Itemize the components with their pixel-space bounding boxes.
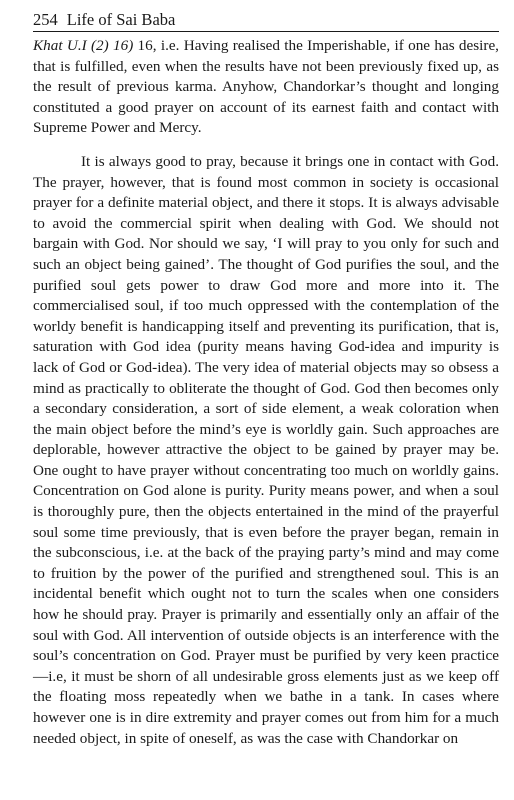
running-header (33, 10, 499, 32)
page-number: 254 (33, 10, 58, 29)
book-page (33, 10, 499, 749)
paragraph-1 (33, 36, 499, 139)
paragraph-2: It is always good to pray, because it brings one in contact with God. The prayer, however, that is found most common in society is occasional prayer for a definite material object, and there it stops. It is always advisable to avoid the commercial spirit when dealing with God. We should not bargain with God. Nor should we say, ‘I will pray to you only for such and such an object being gained’. The thought of God purifies the soul, and the purified soul gets power to draw God more and more into it. The commercialised soul, if too much oppressed with the contemplation of the worldy benefit is handicapping itself and preventing its purification, that is, saturation with God idea (purity means having God-idea and impurity is lack of God or God-idea). The very idea of material objects may so obsess a mind as practically to obliterate the thought of God. God then becomes only a secondary consideration, a sort of side element, a weak coloration when the main object before the mind’s eye is worldly gain. Such approaches are deplorable, however attractive the object to be gained by prayer may be. One ought to have prayer without concentrating too much on worldly gains. Concentration on God alone is purity. Purity means power, and when a soul is thoroughly pure, then the objects entertained in the mind of the prayerful soul some time previously, that is even before the prayer began, remain in the subconscious, i.e. at the back of the praying party’s mind and may come to fruition by the power of the purified and strengthened soul. This is an incidental benefit which ought not to turn the scales when one considers how he should pray. Prayer is primarily and essentially only an affair of the soul with God. All intervention of outside objects is an interference with the soul’s concentration on God. Prayer must be purified by very keen practice—i.e, it must be shorn of all undesirable gross elements just as we keep off the floating moss repeatedly when we bathe in a tank. In cases where however one is in dire extremity and prayer comes out from him for a much needed object, in spite of oneself, as was the case with Chandorkar on (33, 152, 499, 747)
book-title: Life of Sai Baba (66, 10, 176, 29)
paragraph-1-text: 16, i.e. Having realised the Imperishable, if one has desire, that is fulfilled, even when the results have not been previously fixed up, as the result of previous karma. Anyhow, Chandorkar’s thought and longing constituted a good prayer on account of its earnest faith and contact with Supreme Power and Mercy. (33, 37, 499, 137)
citation-reference: Khat U.I (2) 16) (33, 37, 134, 54)
